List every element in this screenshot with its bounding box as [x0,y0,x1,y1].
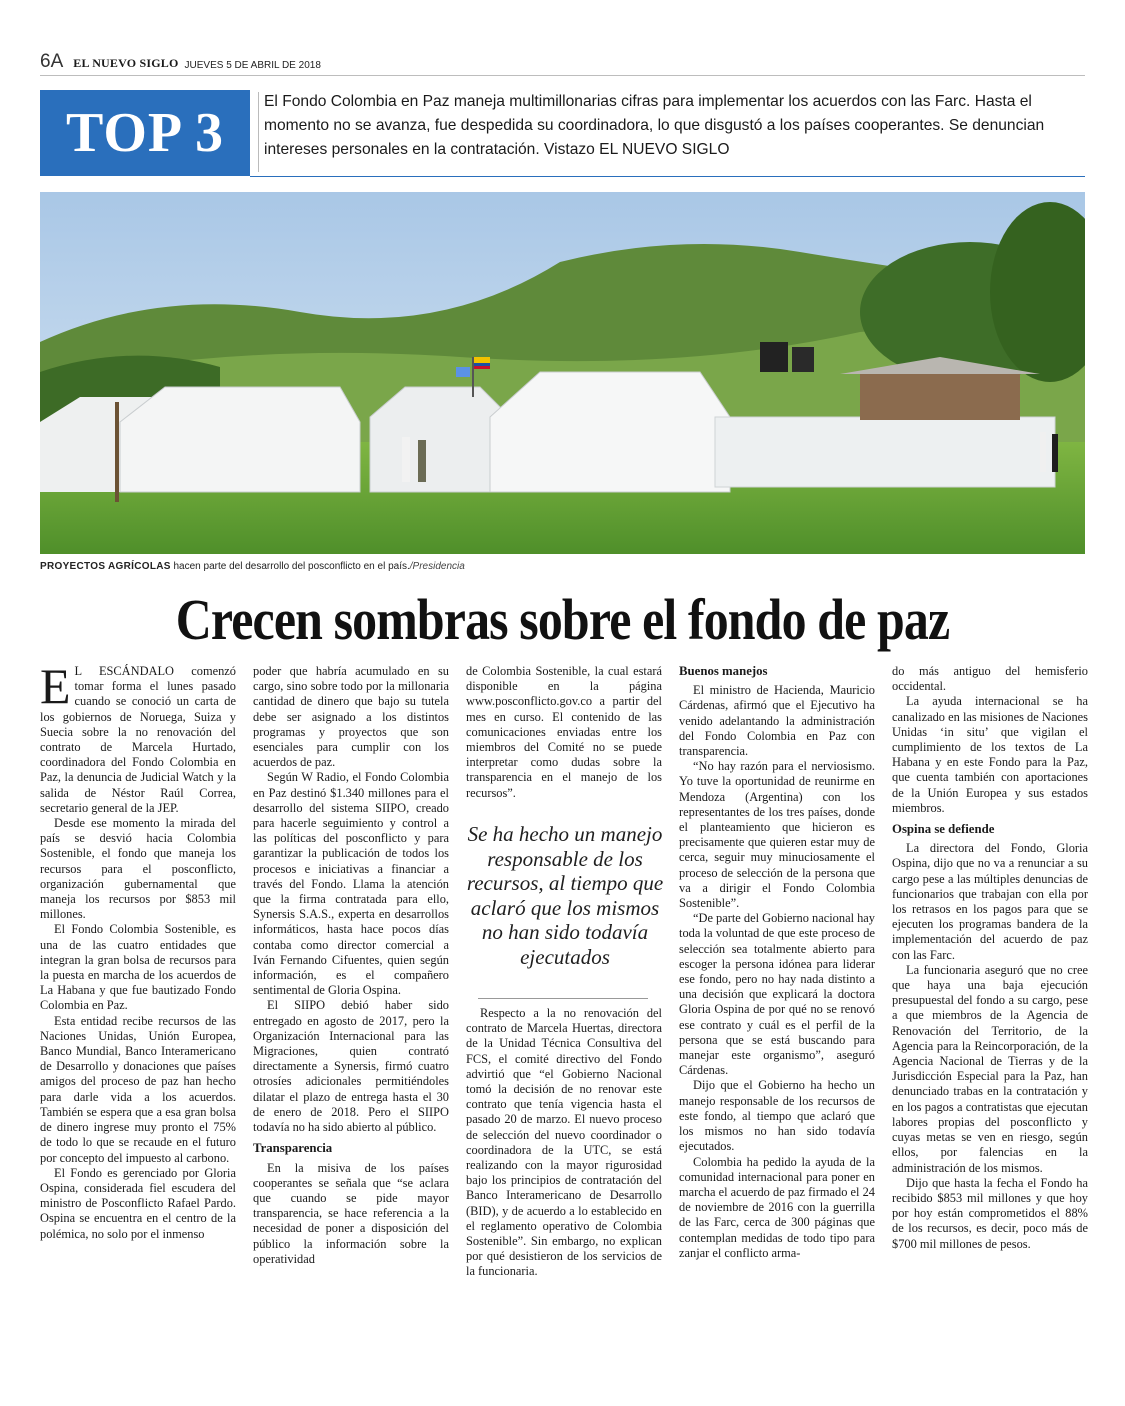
main-photo [40,192,1085,554]
paragraph: Desde ese momento la mirada del país se desvió hacia Colombia Sostenible, el fondo que maneja los recursos para el posconflicto, organización gubernamental que maneja los recursos por $853 mil millones. [40,816,236,922]
top3-badge [40,90,250,176]
top3-divider [258,92,259,172]
top3-underline [250,176,1085,177]
headline: Crecen sombras sobre el fondo de paz [175,587,950,652]
paragraph: El SIIPO debió haber sido entregado en agosto de 2017, pero la Organización Internacional para las Migraciones, quien contrató directamente a Synersis, firmó cuatro otrosíes adicionales permitiéndoles dilatar el plazo de entrega hasta el 30 de enero de 2018. Pero el SIIPO todavía no ha sido abierto al público. [253,998,449,1135]
paragraph: de Colombia Sostenible, la cual estará disponible en la página www.posconflicto.gov.co a partir del mes en curso. El contenido de las comunicaciones enviadas entre los miembros del Comité no se puede interpretar como dudas sobre la transparencia en el manejo de los recursos”. [466,664,662,800]
issue-date: JUEVES 5 DE ABRIL DE 2018 [184,60,321,71]
subhead-buenos-manejos: Buenos manejos [679,664,768,678]
pull-quote: Se ha hecho un manejo responsable de los recursos, al tiempo que aclaró que los mismos no han sido todavía ejecutados [466,822,664,969]
paragraph: El Fondo Colombia Sostenible, es una de las cuatro entidades que integran la gran bolsa de recursos para la puesta en marcha de los acuerdos de La Habana y que fue bautizado Fondo Colombia en Paz. [40,922,236,1013]
paragraph: Según W Radio, el Fondo Colombia en Paz destinó $1.340 millones para el desarrollo del sistema SIIPO, creado para hacerle seguimiento y control a las políticas del posconflicto y para garantizar la publicación de todos los procesos e iniciativas a financiar a través del Fondo. Llama la atención que la firma contratada para ello, Synersis S.A.S., experta en desarrollos informáticos, hasta hace pocos días contaba como director comercial a Iván Fernando Cifuentes, quien según información, es el compañero sentimental de Gloria Ospina. [253,770,449,998]
paragraph: La directora del Fondo, Gloria Ospina, dijo que no va a renunciar a su cargo pese a las múltiples denuncias de funcionarios que trabajan con ella por los retrasos en los pagos para que se ejecuten los programas bandera de la implementación del acuerdo de paz con las Farc. [892,841,1088,962]
page-number: 6A [40,51,64,72]
article-column-3-lower [466,1006,662,1280]
paragraph: Esta entidad recibe recursos de las Naciones Unidas, Unión Europea, Banco Mundial, Banco Interamericano de Desarrollo y donaciones que países amigos del proceso de paz han hecho para darle vida a los acuerdos. También se espera que a esa gran bolsa de dinero ingrese muy pronto el 75% de todo lo que se recaude en el futuro por concepto del impuesto al carbono. [40,1013,236,1165]
article-column-4 [679,664,875,1261]
paragraph: do más antiguo del hemisferio occidental. [892,664,1088,694]
paragraph: poder que habría acumulado en su cargo, sino sobre todo por la millonaria cantidad de dinero que bajo su tutela debe ser asignado a los distintos programas y proyectos que son esenciales para cumplir con los acuerdos de paz. [253,664,449,770]
article-column-2 [253,664,449,1267]
paragraph: La ayuda internacional se ha canalizado en las misiones de Naciones Unidas ‘in situ’ que vigilan el cumplimiento de los textos de La Habana y en este Fondo para la Paz, que cuenta también con aportaciones de la Unión Europea y sus estados miembros. [892,694,1088,815]
drop-cap: E [40,658,71,714]
subhead-ospina-se-defiende: Ospina se defiende [892,822,995,837]
paragraph: El Fondo es gerenciado por Gloria Ospina, considerada fiel escudera del ministro de Posconflicto Rafael Pardo. Ospina se encuentra en el centro de la polémica, no solo por el inmenso [40,1165,236,1241]
caption-text: hacen parte del desarrollo del posconflicto en el país. [170,561,410,572]
top3-label: TOP 3 [65,102,224,164]
paragraph: Respecto a la no renovación del contrato de Marcela Huertas, directora de la Unidad Técnica Consultiva del FCS, el comité directivo del Fondo advirtió que “el Gobierno Nacional tomó la decisión de no renovar este contrato que tenía vigencia hasta el pasado 20 de marzo. El nuevo proceso de selección del nuevo coordinador o coordinadora de la UTC, se está realizando con la mayor rigurosidad bajo los principios de contratación del Banco Interamericano de Desarrollo (BID), y de acuerdo a lo establecido en el reglamento operativo de Colombia Sostenible”. Sin embargo, no explican por qué desistieron de los servicios de la funcionaria. [466,1006,662,1279]
article-column-1 [40,658,236,1242]
page-header [40,50,1085,76]
photo-illustration [40,192,1085,554]
paragraph: “No hay razón para el nerviosismo. Yo tuve la oportunidad de reunirme en Mendoza (Argentina) con los representantes de los tres países, donde el planteamiento que hicieron es precisamente que quieren estar muy de cerca, seguir muy minuciosamente el proceso de selección de la persona que va a dirigir el Fondo Colombia Sostenible”. [679,759,875,911]
paragraph: Colombia ha pedido la ayuda de la comunidad internacional para poner en marcha el acuerdo de paz firmado el 24 de noviembre de 2016 con la guerrilla de las Farc, cerca de 300 páginas que contemplan medidas de todo tipo para zanjar el conflicto arma- [679,1154,875,1260]
paragraph: En la misiva de los países cooperantes se señala que “se aclara que cuando se pide mayor transparencia, se hace referencia a la necesidad de poner a disposición del público la información sobre la operatividad [253,1160,449,1266]
caption-lead: PROYECTOS AGRÍCOLAS [40,561,171,572]
lead-summary: El Fondo Colombia en Paz maneja multimillonarias cifras para implementar los acuerdos con las Farc. Hasta el momento no se avanza, fue despedida su coordinadora, lo que disgustó a los países cooperantes. Se denuncian intereses personales en la contratación. Vistazo EL NUEVO SIGLO [264,93,1045,158]
article-column-5 [892,664,1088,1252]
subhead-transparencia: Transparencia [253,1141,333,1156]
paragraph: Dijo que hasta la fecha el Fondo ha recibido $853 mil millones y que hoy por hoy están comprometidos el 88% de los recursos, es decir, poco más de $700 mil millones de pesos. [892,1175,1088,1251]
pull-quote-rule [478,998,648,999]
paragraph: “De parte del Gobierno nacional hay toda la voluntad de que este proceso de selección sea totalmente abierto para escoger la persona idónea para liderar ese fondo, pero no hay nada distinto a una decisión que explicará la doctora Gloria Ospina de por qué no se renovó ese contrato y cuál es el perfil de la persona que se está buscando para manejar este organismo”, aseguró Cárdenas. [679,911,875,1078]
newspaper-name: EL NUEVO SIGLO [73,56,179,70]
paragraph: La funcionaria aseguró que no cree que haya una baja ejecución presupuestal del fondo a su cargo, pese a que miembros de la Agencia de Renovación del Territorio, de la Agencia para la Reincorporación, de la Agencia Nacional de Tierras y de la Jurisdicción Especial para la Paz, han denunciado trabas en la contratación y en los pagos a contratistas que ejecutan labores propias del posconflicto y cuyas metas se ven en riesgo, según ellos, por falencias en la administración de los mismos. [892,962,1088,1175]
paragraph: Dijo que el Gobierno ha hecho un manejo responsable de los recursos de este fondo, al tiempo que aclaró que los mismos no han sido todavía ejecutados. [679,1078,875,1154]
paragraph: El ministro de Hacienda, Mauricio Cárdenas, afirmó que el Ejecutivo ha venido adelantando la administración del Fondo Colombia en Paz con transparencia. [679,683,875,759]
photo-credit: /Presidencia [409,561,465,572]
article-column-3 [466,664,662,801]
paragraph: L ESCÁNDALO comenzó tomar forma el lunes pasado cuando se conoció un carta de los gobiernos de Noruega, Suiza y Suecia sobre la no renovación del contrato de Marcela Hurtado, coordinadora del Fondo Colombia en Paz, la denuncia de Judicial Watch y la salida de Néstor Raúl Correa, secretario general de la JEP. [40,664,236,815]
photo-caption [40,561,465,572]
